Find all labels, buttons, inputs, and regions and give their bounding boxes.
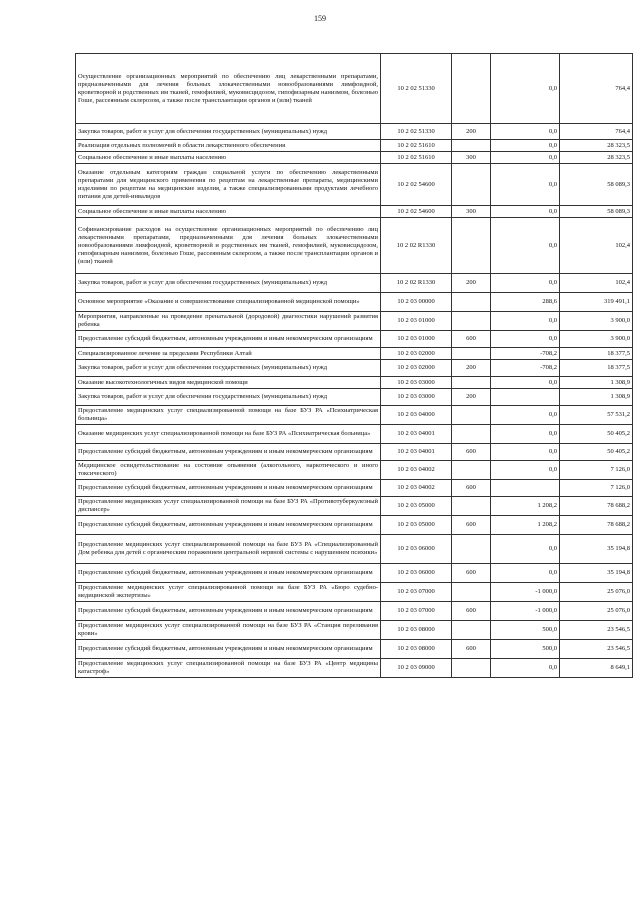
row-code-cell: 10 2 02 51610 xyxy=(381,152,452,164)
row-type-cell xyxy=(452,535,491,564)
row-total-cell: 78 688,2 xyxy=(560,516,633,535)
table-row xyxy=(76,535,633,564)
row-name-cell: Предоставление медицинских услуг специализированной помощи на базе БУЗ РА «Психиатрическая больница» xyxy=(76,406,381,425)
row-total-cell: 1 308,9 xyxy=(560,377,633,389)
row-code-cell: 10 2 03 04002 xyxy=(381,480,452,497)
table-row xyxy=(76,206,633,218)
row-change-cell: 500,0 xyxy=(491,621,560,640)
row-change-cell: 0,0 xyxy=(491,218,560,274)
row-name-cell: Оказание высокотехнологичных видов медицинской помощи xyxy=(76,377,381,389)
row-change-cell: 0,0 xyxy=(491,152,560,164)
row-change-cell: 288,6 xyxy=(491,293,560,312)
row-total-cell: 764,4 xyxy=(560,124,633,140)
row-name-cell: Предоставление медицинских услуг специализированной помощи на базе БУЗ РА «Специализированный Дом ребенка для детей с органическим поражением центральной нервной системы с нарушением психики» xyxy=(76,535,381,564)
row-total-cell: 18 377,5 xyxy=(560,360,633,377)
table-row xyxy=(76,583,633,602)
row-total-cell: 7 126,0 xyxy=(560,461,633,480)
row-type-cell xyxy=(452,54,491,124)
table-row xyxy=(76,480,633,497)
table-row xyxy=(76,348,633,360)
row-code-cell: 10 2 03 04002 xyxy=(381,461,452,480)
row-total-cell: 58 089,3 xyxy=(560,164,633,206)
budget-table-body xyxy=(76,54,633,678)
row-type-cell: 200 xyxy=(452,389,491,406)
row-change-cell: 0,0 xyxy=(491,425,560,444)
row-change-cell: 0,0 xyxy=(491,312,560,331)
row-change-cell: 0,0 xyxy=(491,274,560,293)
row-total-cell: 102,4 xyxy=(560,274,633,293)
row-change-cell: 0,0 xyxy=(491,164,560,206)
row-change-cell xyxy=(491,480,560,497)
row-total-cell: 50 405,2 xyxy=(560,425,633,444)
row-total-cell: 28 323,5 xyxy=(560,152,633,164)
row-name-cell: Реализация отдельных полномочий в области лекарственного обеспечения xyxy=(76,140,381,152)
row-type-cell: 200 xyxy=(452,124,491,140)
row-change-cell: 0,0 xyxy=(491,406,560,425)
row-change-cell: 0,0 xyxy=(491,54,560,124)
row-type-cell xyxy=(452,425,491,444)
table-row xyxy=(76,621,633,640)
row-change-cell: 0,0 xyxy=(491,206,560,218)
row-type-cell: 300 xyxy=(452,206,491,218)
row-type-cell xyxy=(452,497,491,516)
row-name-cell: Предоставление медицинских услуг специализированной помощи на базе БУЗ РА «Центр медицины катастроф» xyxy=(76,659,381,678)
row-name-cell: Предоставление медицинских услуг специализированной помощи на базе БУЗ РА «Бюро судебно-медицинской экспертизы» xyxy=(76,583,381,602)
row-total-cell: 319 491,1 xyxy=(560,293,633,312)
row-name-cell: Предоставление субсидий бюджетным, автономным учреждениям и иным некоммерческим организациям xyxy=(76,564,381,583)
row-name-cell: Софинансирование расходов на осуществление организационных мероприятий по обеспечению лиц лекарственными препаратами, предназначенными для лечения больных злокачественными новообразованиями лимфоидной, кроветворной и родственных им тканей, гемофилией, муковисцидозом, гипофизарным нанизмом, болезнью Гоше, рассеянным склерозом, а также после трансплантации органов и (или) тканей xyxy=(76,218,381,274)
row-code-cell: 10 2 03 04000 xyxy=(381,406,452,425)
row-change-cell: -708,2 xyxy=(491,360,560,377)
row-type-cell xyxy=(452,218,491,274)
table-row xyxy=(76,659,633,678)
row-total-cell: 35 194,8 xyxy=(560,535,633,564)
row-total-cell: 25 076,0 xyxy=(560,602,633,621)
row-code-cell: 10 2 03 06000 xyxy=(381,564,452,583)
table-row xyxy=(76,152,633,164)
row-name-cell: Социальное обеспечение и иные выплаты населению xyxy=(76,206,381,218)
row-code-cell: 10 2 03 03000 xyxy=(381,389,452,406)
row-total-cell: 8 649,1 xyxy=(560,659,633,678)
row-code-cell: 10 2 03 08000 xyxy=(381,621,452,640)
row-code-cell: 10 2 03 04001 xyxy=(381,444,452,461)
row-type-cell: 600 xyxy=(452,602,491,621)
row-name-cell: Осуществление организационных мероприятий по обеспечению лиц лекарственными препаратами, предназначенными для лечения больных злокачественными новообразованиями лимфоидной, кроветворной и родственных им тканей, гемофилией, муковисцидозом, гипофизарным нанизмом, болезнью Гоше, рассеянным склерозом, а также после трансплантации органов и (или) тканей xyxy=(76,54,381,124)
row-total-cell: 3 900,0 xyxy=(560,331,633,348)
row-code-cell: 10 2 03 01000 xyxy=(381,331,452,348)
row-code-cell: 10 2 02 54600 xyxy=(381,164,452,206)
table-row xyxy=(76,293,633,312)
row-code-cell: 10 2 02 R1330 xyxy=(381,274,452,293)
row-total-cell: 57 531,2 xyxy=(560,406,633,425)
row-change-cell: -1 000,0 xyxy=(491,602,560,621)
table-row xyxy=(76,164,633,206)
row-code-cell: 10 2 02 54600 xyxy=(381,206,452,218)
table-row xyxy=(76,461,633,480)
row-type-cell xyxy=(452,583,491,602)
row-code-cell: 10 2 03 00000 xyxy=(381,293,452,312)
row-type-cell xyxy=(452,312,491,331)
row-change-cell: 0,0 xyxy=(491,377,560,389)
row-name-cell: Предоставление субсидий бюджетным, автономным учреждениям и иным некоммерческим организациям xyxy=(76,640,381,659)
row-name-cell: Медицинское освидетельствование на состояние опьянения (алкогольного, наркотического и иного токсического) xyxy=(76,461,381,480)
table-row xyxy=(76,425,633,444)
row-name-cell: Предоставление субсидий бюджетным, автономным учреждениям и иным некоммерческим организациям xyxy=(76,331,381,348)
row-type-cell: 200 xyxy=(452,360,491,377)
row-type-cell xyxy=(452,348,491,360)
row-code-cell: 10 2 03 03000 xyxy=(381,377,452,389)
row-change-cell: 0,0 xyxy=(491,444,560,461)
row-name-cell: Оказание медицинских услуг специализированной помощи на базе БУЗ РА «Психиатрическая больница» xyxy=(76,425,381,444)
table-row xyxy=(76,564,633,583)
row-code-cell: 10 2 03 02000 xyxy=(381,360,452,377)
table-row xyxy=(76,360,633,377)
table-row xyxy=(76,331,633,348)
row-type-cell: 600 xyxy=(452,640,491,659)
table-row xyxy=(76,140,633,152)
row-name-cell: Предоставление субсидий бюджетным, автономным учреждениям и иным некоммерческим организациям xyxy=(76,444,381,461)
row-total-cell: 18 377,5 xyxy=(560,348,633,360)
row-type-cell: 600 xyxy=(452,331,491,348)
row-total-cell: 102,4 xyxy=(560,218,633,274)
row-change-cell: 1 208,2 xyxy=(491,516,560,535)
row-type-cell: 200 xyxy=(452,274,491,293)
row-code-cell: 10 2 02 51610 xyxy=(381,140,452,152)
row-total-cell: 50 405,2 xyxy=(560,444,633,461)
row-change-cell: 0,0 xyxy=(491,140,560,152)
row-name-cell: Оказание отдельным категориям граждан социальной услуги по обеспечению лекарственными препаратами для медицинского применения по рецептам на лекарственные препараты, медицинскими изделиями по рецептам на медицинские изделия, а также специализированными продуктами лечебного питания для детей-инвалидов xyxy=(76,164,381,206)
row-name-cell: Закупка товаров, работ и услуг для обеспечения государственных (муниципальных) нужд xyxy=(76,389,381,406)
row-change-cell: 0,0 xyxy=(491,535,560,564)
row-name-cell: Социальное обеспечение и иные выплаты населению xyxy=(76,152,381,164)
table-row xyxy=(76,497,633,516)
row-code-cell: 10 2 02 R1330 xyxy=(381,218,452,274)
table-row xyxy=(76,602,633,621)
table-row xyxy=(76,444,633,461)
row-type-cell xyxy=(452,140,491,152)
row-change-cell: 0,0 xyxy=(491,564,560,583)
row-code-cell: 10 2 03 02000 xyxy=(381,348,452,360)
row-code-cell: 10 2 03 01000 xyxy=(381,312,452,331)
row-total-cell: 7 126,0 xyxy=(560,480,633,497)
table-row xyxy=(76,124,633,140)
row-code-cell: 10 2 03 07000 xyxy=(381,602,452,621)
row-type-cell: 600 xyxy=(452,516,491,535)
row-type-cell xyxy=(452,293,491,312)
row-code-cell: 10 2 02 51330 xyxy=(381,54,452,124)
table-row xyxy=(76,54,633,124)
row-total-cell: 35 194,8 xyxy=(560,564,633,583)
page-number: 159 xyxy=(314,14,326,23)
row-code-cell: 10 2 03 07000 xyxy=(381,583,452,602)
row-total-cell: 78 688,2 xyxy=(560,497,633,516)
row-name-cell: Закупка товаров, работ и услуг для обеспечения государственных (муниципальных) нужд xyxy=(76,360,381,377)
row-type-cell xyxy=(452,406,491,425)
row-type-cell: 600 xyxy=(452,444,491,461)
row-change-cell xyxy=(491,389,560,406)
row-code-cell: 10 2 03 08000 xyxy=(381,640,452,659)
row-type-cell: 600 xyxy=(452,564,491,583)
row-code-cell: 10 2 03 06000 xyxy=(381,535,452,564)
row-type-cell xyxy=(452,377,491,389)
row-change-cell: -708,2 xyxy=(491,348,560,360)
table-row xyxy=(76,377,633,389)
table-row xyxy=(76,640,633,659)
row-total-cell: 23 546,5 xyxy=(560,640,633,659)
row-change-cell: 0,0 xyxy=(491,331,560,348)
row-type-cell xyxy=(452,659,491,678)
row-change-cell: -1 000,0 xyxy=(491,583,560,602)
table-row xyxy=(76,312,633,331)
row-type-cell xyxy=(452,621,491,640)
row-total-cell: 28 323,5 xyxy=(560,140,633,152)
row-name-cell: Основное мероприятие «Оказание и совершенствование специализированной медицинской помощи» xyxy=(76,293,381,312)
row-total-cell: 1 308,9 xyxy=(560,389,633,406)
row-name-cell: Предоставление медицинских услуг специализированной помощи на базе БУЗ РА «Противотуберкулезный диспансер» xyxy=(76,497,381,516)
row-name-cell: Предоставление субсидий бюджетным, автономным учреждениям и иным некоммерческим организациям xyxy=(76,480,381,497)
row-name-cell: Мероприятия, направленные на проведение пренатальной (дородовой) диагностики нарушений развития ребенка xyxy=(76,312,381,331)
row-type-cell xyxy=(452,164,491,206)
row-change-cell: 500,0 xyxy=(491,640,560,659)
row-total-cell: 764,4 xyxy=(560,54,633,124)
row-name-cell: Предоставление медицинских услуг специализированной помощи на базе БУЗ РА «Станция переливания крови» xyxy=(76,621,381,640)
row-name-cell: Специализированное лечение за пределами Республики Алтай xyxy=(76,348,381,360)
row-code-cell: 10 2 03 05000 xyxy=(381,516,452,535)
row-type-cell: 300 xyxy=(452,152,491,164)
row-total-cell: 25 076,0 xyxy=(560,583,633,602)
row-code-cell: 10 2 03 04001 xyxy=(381,425,452,444)
table-row xyxy=(76,218,633,274)
row-total-cell: 23 546,5 xyxy=(560,621,633,640)
row-type-cell xyxy=(452,461,491,480)
row-change-cell: 0,0 xyxy=(491,461,560,480)
row-total-cell: 3 900,0 xyxy=(560,312,633,331)
table-row xyxy=(76,274,633,293)
row-change-cell: 0,0 xyxy=(491,659,560,678)
table-row xyxy=(76,516,633,535)
row-total-cell: 58 089,3 xyxy=(560,206,633,218)
row-name-cell: Предоставление субсидий бюджетным, автономным учреждениям и иным некоммерческим организациям xyxy=(76,602,381,621)
row-code-cell: 10 2 03 05000 xyxy=(381,497,452,516)
table-row xyxy=(76,406,633,425)
row-type-cell: 600 xyxy=(452,480,491,497)
budget-table xyxy=(75,53,633,678)
row-name-cell: Закупка товаров, работ и услуг для обеспечения государственных (муниципальных) нужд xyxy=(76,274,381,293)
row-name-cell: Предоставление субсидий бюджетным, автономным учреждениям и иным некоммерческим организациям xyxy=(76,516,381,535)
row-name-cell: Закупка товаров, работ и услуг для обеспечения государственных (муниципальных) нужд xyxy=(76,124,381,140)
row-code-cell: 10 2 03 09000 xyxy=(381,659,452,678)
table-row xyxy=(76,389,633,406)
row-change-cell: 1 208,2 xyxy=(491,497,560,516)
row-change-cell: 0,0 xyxy=(491,124,560,140)
row-code-cell: 10 2 02 51330 xyxy=(381,124,452,140)
